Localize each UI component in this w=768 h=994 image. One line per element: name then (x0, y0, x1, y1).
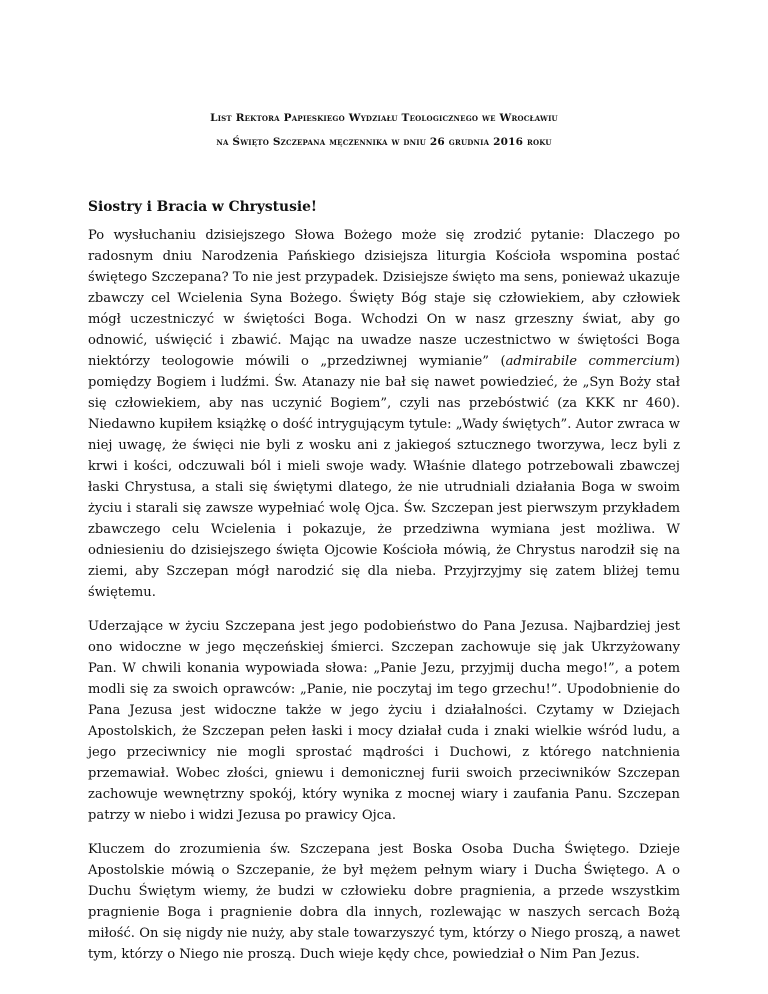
paragraph-2: Uderzające w życiu Szczepana jest jego podobieństwo do Pana Jezusa. Najbardziej jest ono widoczne w jego męczeńskiej śmierci. Szczepan zachowuje się jak Ukrzyżowany Pan. W chwili konania wypowiada słowa: „Panie Jezu, przyjmij ducha mego!”, a potem modli się za swoich oprawców: „Panie, nie poczytaj im tego grzechu!”. Upodobnienie do Pana Jezusa jest widoczne także w jego życiu i działalności. Czytamy w Dziejach Apostolskich, że Szczepan pełen łaski i mocy działał cuda i znaki wielkie wśród ludu, a jego przeciwnicy nie mogli sprostać mądrości i Duchowi, z którego natchnienia przemawiał. Wobec złości, gniewu i demonicznej furii swoich przeciwników Szczepan zachowuje wewnętrzny spokój, który wynika z mocnej wiary i zaufania Panu. Szczepan patrzy w niebo i widzi Jezusa po prawicy Ojca. (88, 619, 680, 823)
greeting: Siostry i Bracia w Chrystusie! (88, 199, 317, 215)
paragraph-1-text-b: ) pomiędzy Bogiem i ludźmi. Św. Atanazy nie bał się nawet powiedzieć, że „Syn Boży stał się człowiekiem, aby nas uczynić Bogiem”, czyli nas przebóstwić (za KKK nr 460). Niedawno kupiłem książkę o dość intrygującym tytule: „Wady świętych”. Autor zwraca w niej uwagę, że święci nie byli z wosku ani z jakiegoś sztucznego tworzywa, lecz byli z krwi i kości, odczuwali ból i mieli swoje wady. Właśnie dlatego potrzebowali zbawczej łaski Chrystusa, a stali się świętymi dlatego, że nie utrudniali działania Boga w swoim życiu i starali się zawsze wypełniać wolę Ojca. Św. Szczepan jest pierwszym przykładem zbawczego celu Wcielenia i pokazuje, że przedziwna wymiana jest możliwa. W odniesieniu do dzisiejszego święta Ojcowie Kościoła mówią, że Chrystus narodził się na ziemi, aby Szczepan mógł narodzić się dla nieba. Przyjrzyjmy się zatem bliżej temu świętemu. (88, 354, 681, 600)
document-title-line-1: List Rektora Papieskiego Wydziału Teologicznego we Wrocławiu (210, 112, 558, 124)
paragraph-1 (88, 225, 680, 603)
paragraph-1-text-a: Po wysłuchaniu dzisiejszego Słowa Bożego może się zrodzić pytanie: Dlaczego po radosnym dniu Narodzenia Pańskiego dzisiejsza liturgia Kościoła wspomina postać świętego Szczepana? To nie jest przypadek. Dzisiejsze święto ma sens, ponieważ ukazuje zbawczy cel Wcielenia Syna Bożego. Święty Bóg staje się człowiekiem, aby człowiek mógł uczestniczyć w świętości Boga. Wchodzi On w nasz grzeszny świat, aby go odnowić, uświęcić i zbawić. Mając na uwadze nasze uczestnictwo w świętości Boga niektórzy teologowie mówili o „przedziwnej wymianie” ( (88, 228, 680, 369)
document-title-line-2: na Święto Szczepana męczennika w dniu 26 grudnia 2016 roku (216, 136, 552, 148)
paragraph-1-latin-term: admirabile commercium (505, 354, 675, 369)
letter-body (88, 225, 680, 978)
paragraph-3: Kluczem do zrozumienia św. Szczepana jest Boska Osoba Ducha Świętego. Dzieje Apostolskie mówią o Szczepanie, że był mężem pełnym wiary i Ducha Świętego. A o Duchu Świętym wiemy, że budzi w człowieku dobre pragnienia, a przede wszystkim pragnienie Boga i pragnienie dobra dla innych, rozlewając w naszych sercach Bożą miłość. On się nigdy nie nuży, aby stale towarzyszyć tym, którzy o Niego proszą, a nawet tym, którzy o Niego nie proszą. Duch wieje kędy chce, powiedział o Nim Pan Jezus. (88, 842, 680, 962)
